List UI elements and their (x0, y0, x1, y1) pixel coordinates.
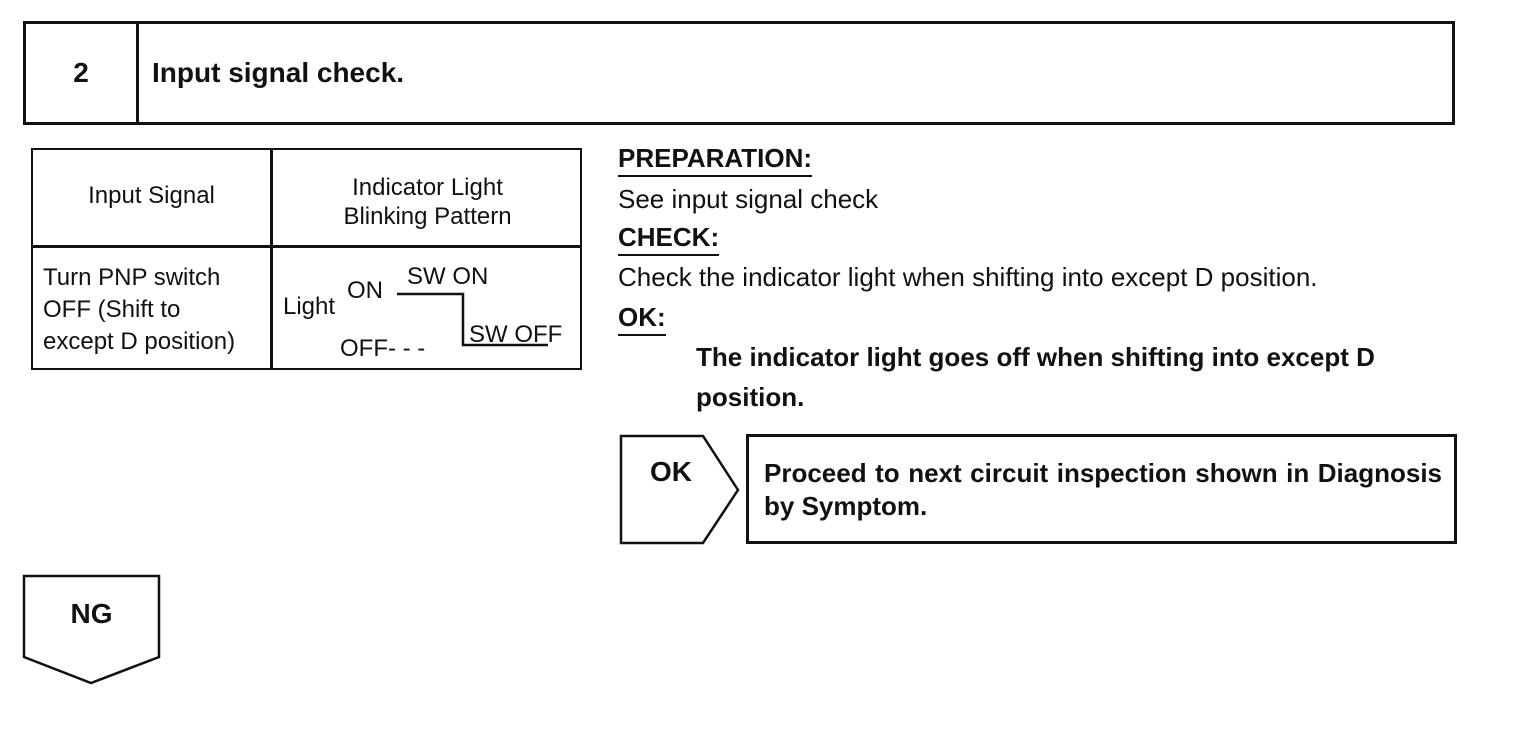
row-input-signal (43, 262, 235, 358)
ok-criteria-text: The indicator light goes off when shifting into except D position. (696, 342, 1375, 412)
preparation-text: See input signal check (618, 184, 879, 214)
pattern-sw-on-label: SW ON (407, 263, 489, 290)
ok-criteria-label: OK: (618, 302, 666, 336)
pattern-off-label: OFF- - - (340, 335, 426, 362)
row-input-line3: except D position) (43, 328, 236, 355)
signal-table (31, 148, 582, 370)
check-label: CHECK: (618, 222, 719, 256)
ok-result-box (746, 434, 1457, 544)
row-input-line1: Turn PNP switch (43, 264, 221, 291)
step-number: 2 (26, 24, 139, 122)
pattern-light-label: Light (283, 293, 336, 320)
check-text: Check the indicator light when shifting into except D position. (618, 262, 1318, 292)
header-indicator-light (273, 173, 582, 231)
pattern-sw-off-label: SW OFF (469, 321, 563, 348)
step-header (23, 21, 1455, 125)
header-indicator-line2: Blinking Pattern (343, 203, 512, 230)
step-title: Input signal check. (152, 57, 405, 88)
ok-branch-label: OK (650, 456, 692, 487)
ng-arrow-shape (22, 574, 162, 686)
header-indicator-line1: Indicator Light (352, 174, 503, 201)
ok-arrow-shape (618, 433, 744, 547)
preparation-label: PREPARATION: (618, 143, 812, 177)
ok-result-text: Proceed to next circuit inspection shown in Diagnosis by Symptom. (764, 458, 1442, 521)
row-input-line2: OFF (Shift to (43, 296, 181, 323)
blinking-pattern-diagram (273, 248, 580, 368)
ng-branch-label: NG (70, 598, 113, 629)
pattern-on-label: ON (347, 277, 383, 304)
header-input-signal: Input Signal (88, 182, 215, 209)
